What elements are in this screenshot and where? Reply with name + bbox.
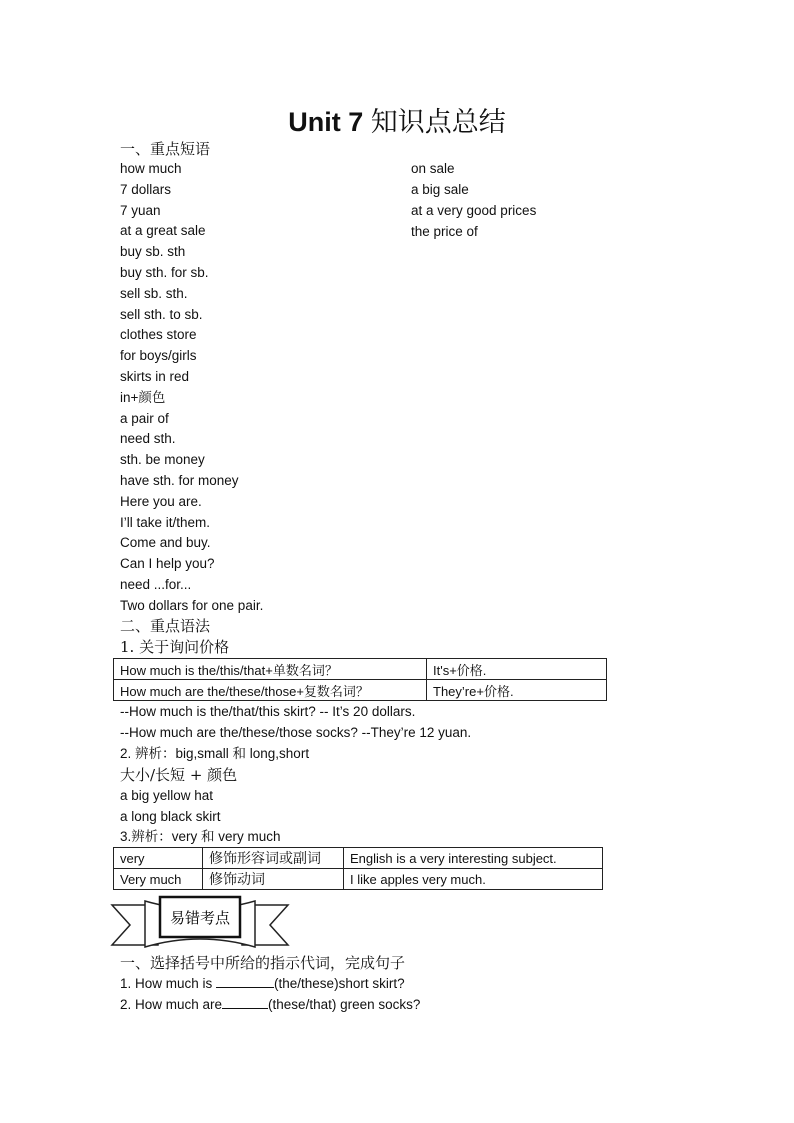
grammar-3-title: 3.辨析：very 和 very much: [120, 829, 281, 844]
question-text: (these/that) green socks?: [268, 997, 421, 1012]
phrase-left: I’ll take it/them.: [120, 514, 211, 530]
title-cn: 知识点总结: [370, 107, 506, 138]
phrase-left: need ...for...: [120, 577, 192, 592]
question-text: 1. How much is: [120, 976, 217, 991]
exercise-question-1: [120, 974, 405, 994]
table-row: [114, 848, 603, 869]
phrase-left: Can I help you?: [120, 556, 215, 572]
table-cell: English is a very interesting subject.: [344, 848, 603, 869]
table-row: [114, 659, 607, 680]
table-cell: 修饰形容词或副词: [203, 848, 344, 869]
question-text: 2. How much are: [120, 997, 223, 1012]
table-cell: Very much: [114, 869, 203, 890]
table-cell: It's+价格.: [427, 659, 607, 680]
banner-label: 易错考点: [169, 909, 231, 927]
table-row: [114, 680, 607, 701]
example-sentence: --How much is the/that/this skirt? -- It’s 20 dollars.: [120, 704, 416, 719]
table-cell: How much is the/this/that+单数名词？: [114, 659, 427, 680]
phrase-left: skirts in red: [120, 369, 190, 384]
phrase-left: buy sb. sth: [120, 244, 186, 260]
table-cell: They’re+价格.: [427, 680, 607, 701]
phrase-left: 7 dollars: [120, 181, 172, 197]
exercise-heading: 一、选择括号中所给的指示代词，完成句子: [120, 954, 406, 972]
phrase-left: clothes store: [120, 327, 197, 343]
phrase-left: how much: [120, 161, 182, 176]
answer-blank[interactable]: [216, 975, 274, 988]
phrase-left: a pair of: [120, 410, 169, 426]
answer-blank[interactable]: [222, 996, 268, 1009]
price-question-table: [113, 658, 607, 701]
example-sentence: --How much are the/these/those socks? --They’re 12 yuan.: [120, 725, 472, 740]
phrase-left: Here you are.: [120, 493, 202, 509]
phrase-left: Two dollars for one pair.: [120, 597, 264, 613]
phrase-left: need sth.: [120, 431, 176, 447]
phrase-left: for boys/girls: [120, 348, 197, 364]
phrase-left: in+颜色: [120, 389, 166, 405]
very-table: [113, 847, 603, 890]
example-phrase: a big yellow hat: [120, 788, 214, 803]
grammar-2-rule: 大小/长短 + 颜色: [120, 766, 238, 784]
section-heading-phrases: 一、重点短语: [120, 140, 211, 158]
phrase-left: buy sth. for sb.: [120, 265, 209, 280]
phrase-left: 7 yuan: [120, 202, 161, 218]
exercise-question-2: [120, 995, 420, 1015]
table-cell: How much are the/these/those+复数名词？: [114, 680, 427, 701]
banner-ribbon: [110, 895, 290, 955]
title-en: Unit 7: [288, 107, 364, 137]
grammar-2-title: 2. 辨析：big,small 和 long,short: [120, 746, 310, 761]
table-row: [114, 869, 603, 890]
phrase-right: at a very good prices: [411, 203, 537, 218]
phrase-left: sth. be money: [120, 452, 205, 468]
phrase-left: have sth. for money: [120, 473, 239, 488]
phrase-right: on sale: [411, 161, 455, 176]
phrase-left: at a great sale: [120, 223, 206, 239]
table-cell: 修饰动词: [203, 869, 344, 890]
table-cell: I like apples very much.: [344, 869, 603, 890]
grammar-1-title: 1. 关于询问价格: [120, 638, 230, 656]
question-text: (the/these)short skirt?: [274, 976, 405, 991]
page-title: [0, 100, 794, 139]
phrase-left: Come and buy.: [120, 535, 211, 551]
table-cell: very: [114, 848, 203, 869]
phrase-right: a big sale: [411, 182, 469, 197]
phrase-left: sell sth. to sb.: [120, 306, 203, 322]
phrase-left: sell sb. sth.: [120, 285, 188, 301]
section-heading-grammar: 二、重点语法: [120, 617, 211, 635]
example-phrase: a long black skirt: [120, 809, 221, 824]
phrase-right: the price of: [411, 224, 478, 239]
